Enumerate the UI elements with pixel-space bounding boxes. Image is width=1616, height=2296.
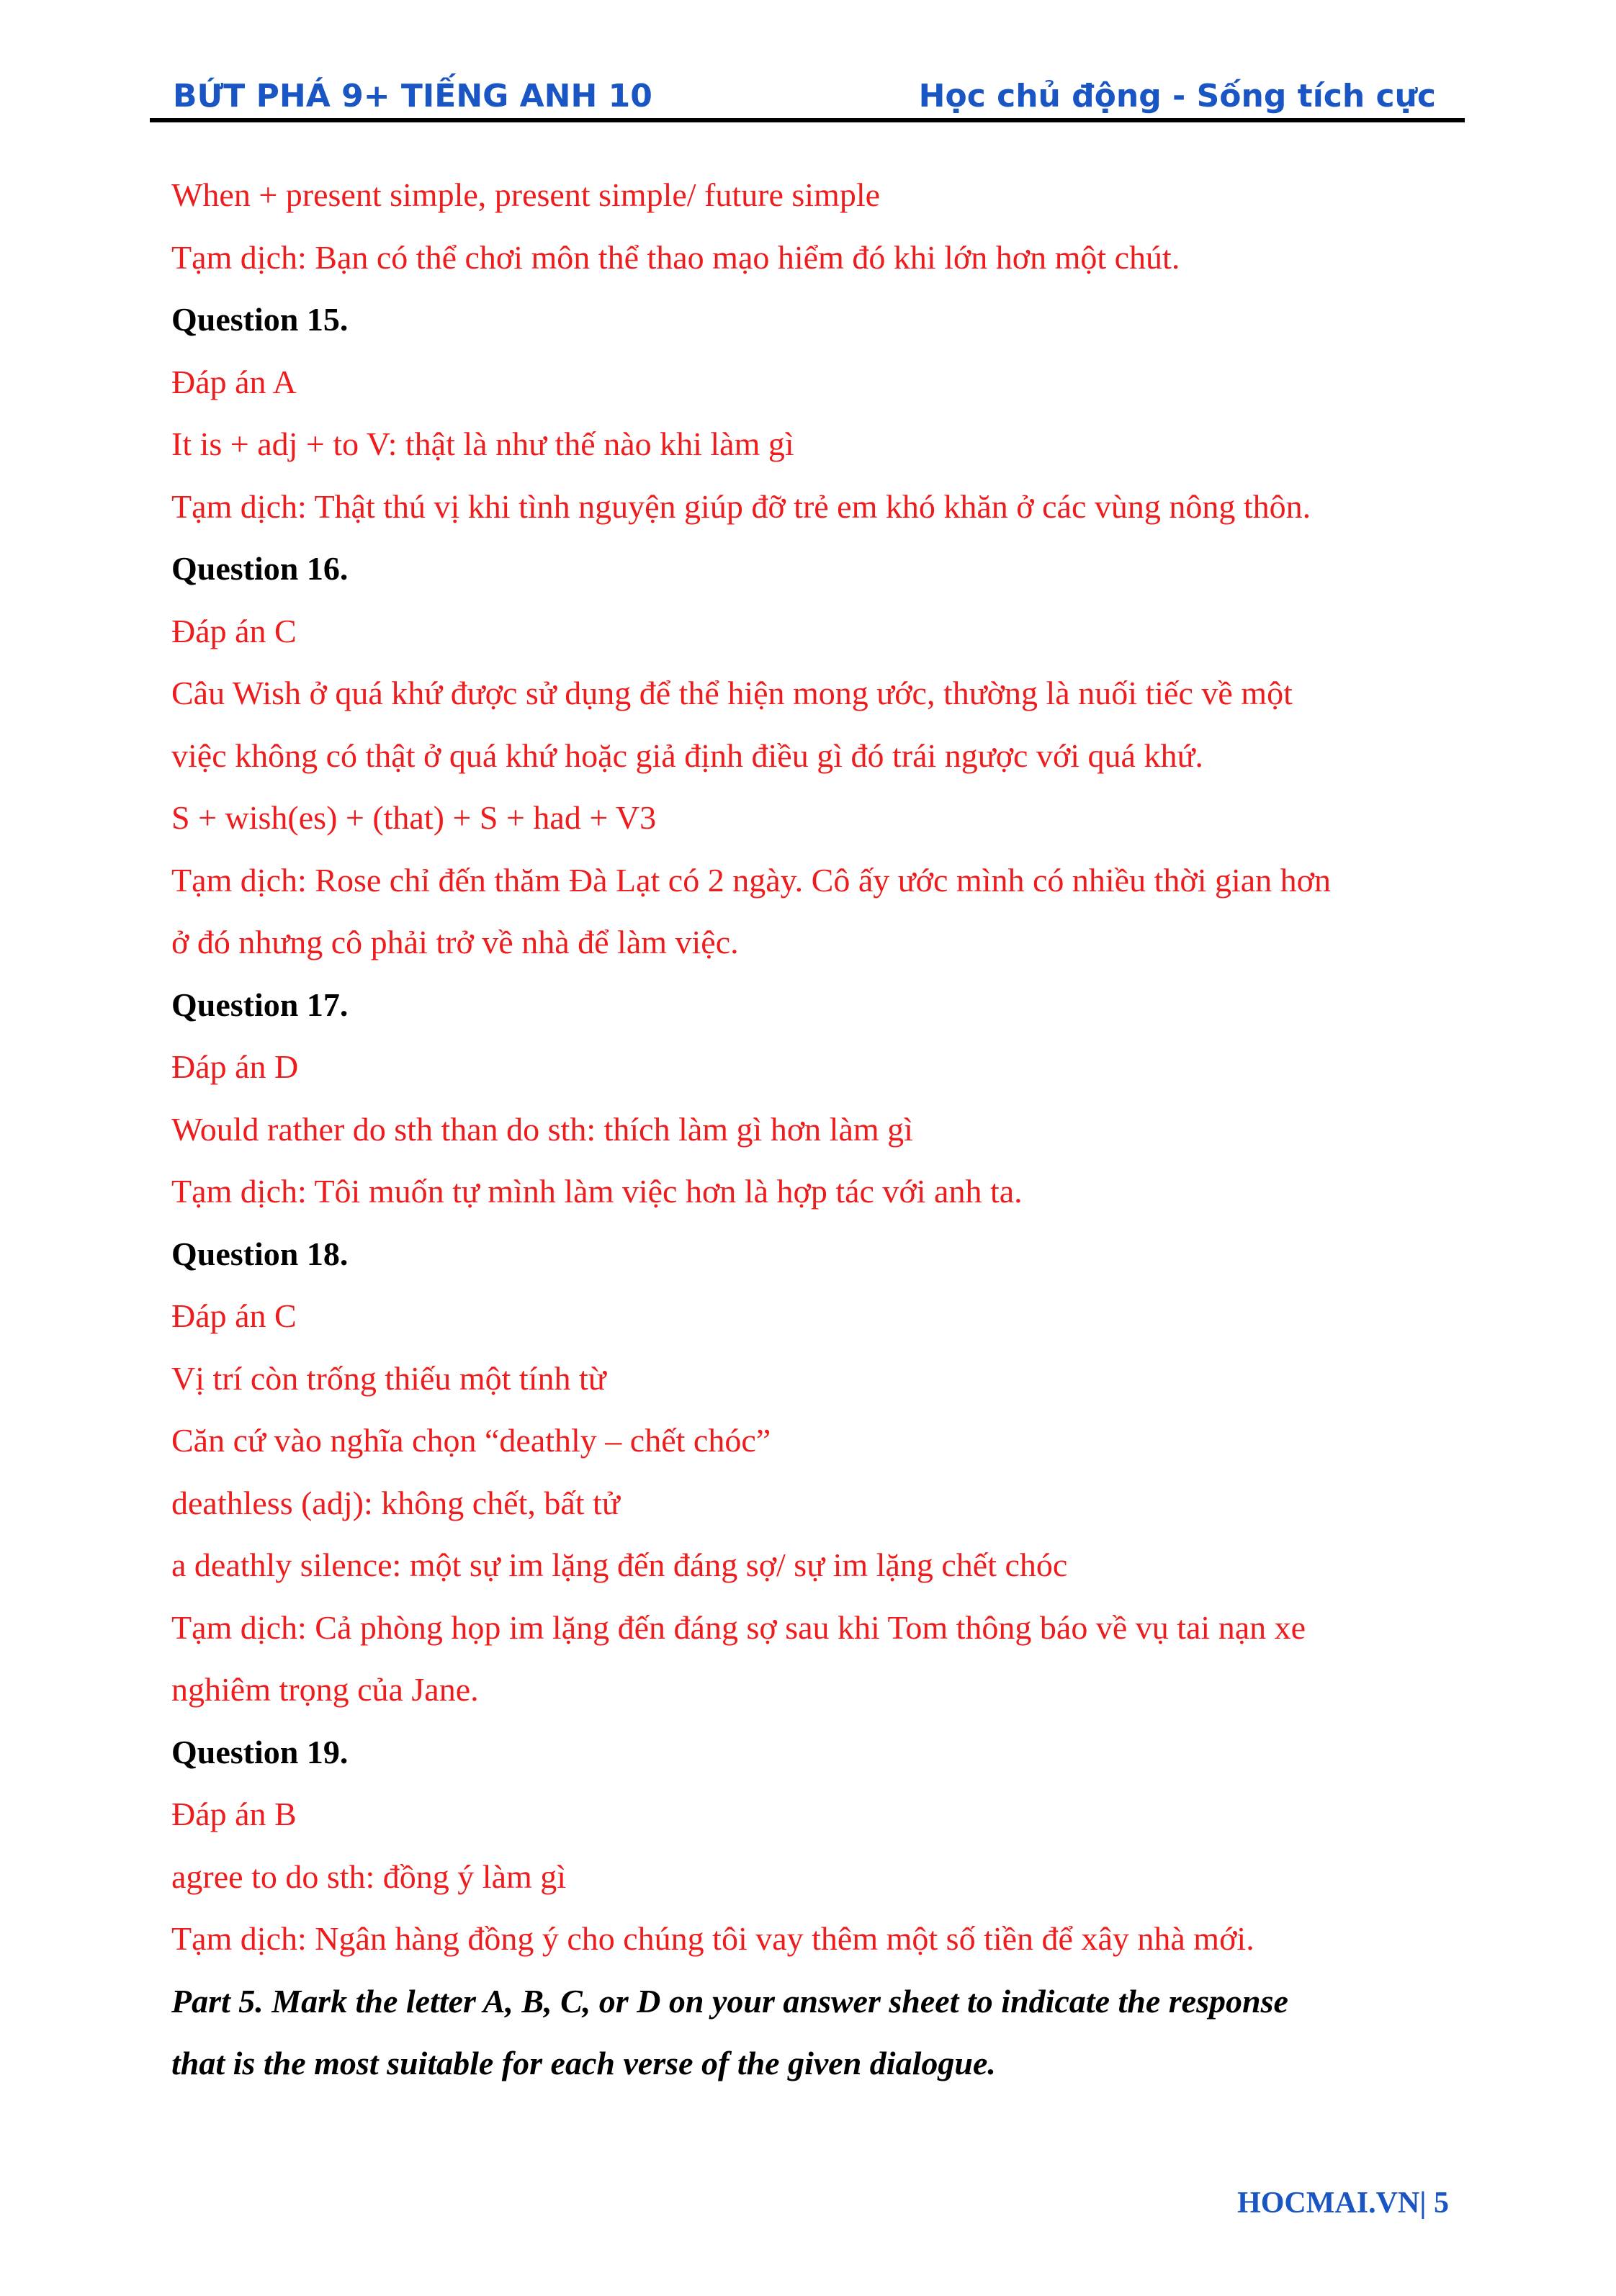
question-heading: Question 19. bbox=[171, 1733, 349, 1770]
answer-explanation-line: việc không có thật ở quá khứ hoặc giả định điều gì đó trái ngược với quá khứ. bbox=[171, 737, 1203, 774]
answer-explanation-line: Đáp án A bbox=[171, 363, 297, 400]
question-heading: Question 17. bbox=[171, 986, 349, 1023]
answer-explanation-line: deathless (adj): không chết, bất tử bbox=[171, 1484, 620, 1521]
answer-explanation-line: Tạm dịch: Rose chỉ đến thăm Đà Lạt có 2 ngày. Cô ấy ước mình có nhiều thời gian hơn bbox=[171, 861, 1331, 899]
answer-explanation-line: S + wish(es) + (that) + S + had + V3 bbox=[171, 799, 657, 836]
answer-explanation-line: Đáp án B bbox=[171, 1796, 297, 1832]
part-instruction: Part 5. Mark the letter A, B, C, or D on your answer sheet to indicate the response bbox=[171, 1982, 1288, 2020]
document-body bbox=[171, 164, 1453, 2095]
question-heading: Question 18. bbox=[171, 1235, 349, 1272]
answer-explanation-line: Tạm dịch: Thật thú vị khi tình nguyện giúp đỡ trẻ em khó khăn ở các vùng nông thôn. bbox=[171, 487, 1311, 525]
answer-explanation-line: Tạm dịch: Ngân hàng đồng ý cho chúng tôi vay thêm một số tiền để xây nhà mới. bbox=[171, 1920, 1254, 1957]
answer-explanation-line: Tạm dịch: Cả phòng họp im lặng đến đáng sợ sau khi Tom thông báo về vụ tai nạn xe bbox=[171, 1608, 1306, 1646]
answer-explanation-line: When + present simple, present simple/ future simple bbox=[171, 176, 881, 213]
answer-explanation-line: Câu Wish ở quá khứ được sử dụng để thể hiện mong ước, thường là nuối tiếc về một bbox=[171, 675, 1293, 711]
page-header bbox=[150, 71, 1465, 121]
answer-explanation-line: Căn cứ vào nghĩa chọn “deathly – chết chóc” bbox=[171, 1422, 771, 1459]
question-heading: Question 16. bbox=[171, 550, 349, 587]
answer-explanation-line: Vị trí còn trống thiếu một tính từ bbox=[171, 1359, 606, 1397]
answer-explanation-line: agree to do sth: đồng ý làm gì bbox=[171, 1858, 567, 1895]
part-instruction: that is the most suitable for each verse of the given dialogue. bbox=[171, 2045, 996, 2081]
page-footer: HOCMAI.VN| 5 bbox=[1237, 2187, 1449, 2220]
answer-explanation-line: Đáp án C bbox=[171, 1297, 297, 1334]
header-title: BỨT PHÁ 9+ TIẾNG ANH 10 bbox=[173, 78, 652, 114]
question-heading: Question 15. bbox=[171, 301, 349, 338]
answer-explanation-line: Tạm dịch: Tôi muốn tự mình làm việc hơn là hợp tác với anh ta. bbox=[171, 1173, 1023, 1210]
answer-explanation-line: Đáp án C bbox=[171, 612, 297, 649]
answer-explanation-line: Would rather do sth than do sth: thích làm gì hơn làm gì bbox=[171, 1110, 913, 1148]
header-slogan: Học chủ động - Sống tích cực bbox=[918, 78, 1436, 114]
answer-explanation-line: nghiêm trọng của Jane. bbox=[171, 1671, 479, 1708]
header-divider bbox=[150, 118, 1465, 122]
answer-explanation-line: ở đó nhưng cô phải trở về nhà để làm việc. bbox=[171, 924, 739, 960]
answer-explanation-line: Đáp án D bbox=[171, 1048, 299, 1085]
answer-explanation-line: Tạm dịch: Bạn có thể chơi môn thể thao mạo hiểm đó khi lớn hơn một chút. bbox=[171, 238, 1180, 276]
answer-explanation-line: a deathly silence: một sự im lặng đến đáng sợ/ sự im lặng chết chóc bbox=[171, 1547, 1068, 1583]
answer-explanation-line: It is + adj + to V: thật là như thế nào khi làm gì bbox=[171, 426, 794, 462]
